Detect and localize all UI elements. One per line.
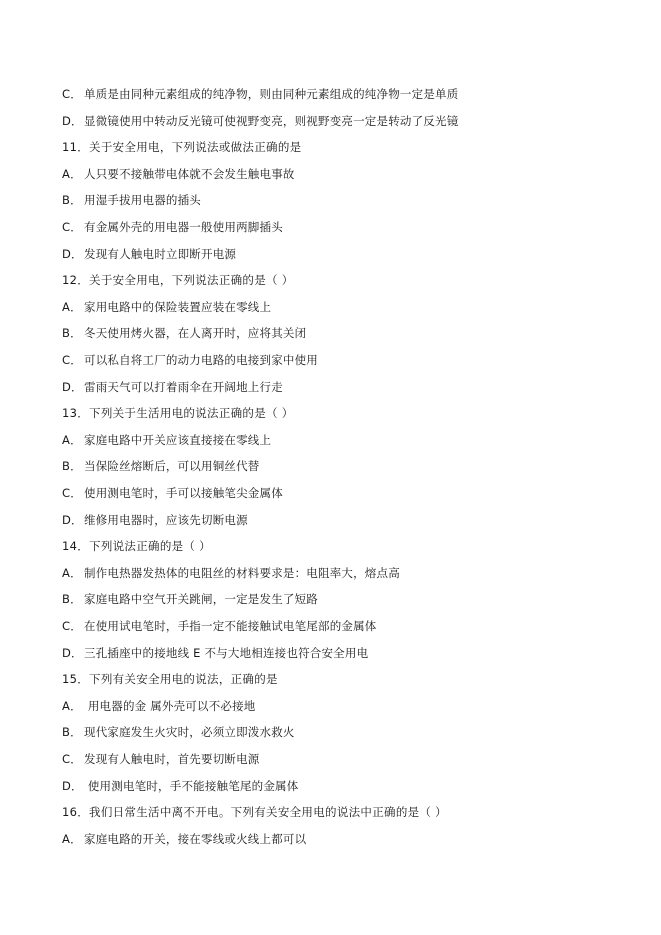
option-letter: A． [62,299,82,314]
question-text: 14．下列说法正确的是（ ） [62,539,211,554]
option-text: 家庭电路中空气开关跳闸，一定是发生了短路 [84,592,318,607]
option-text: 发现有人触电时，首先要切断电源 [84,752,260,766]
answer-option [62,325,622,341]
option-letter: B． [62,459,82,474]
option-letter: B． [62,725,82,740]
option-letter: B． [62,592,82,607]
answer-option [62,86,622,102]
option-text: 使用测电笔时，手不能接触笔尾的金属体 [84,778,299,793]
option-text: 家用电路中的保险装置应装在零线上 [84,299,272,314]
answer-option [62,565,622,581]
option-letter: D． [62,379,83,394]
option-letter: C． [62,486,82,500]
option-text: 制作电热器发热体的电阻丝的材料要求是：电阻率大，熔点高 [84,565,400,580]
option-text: 维修用电器时，应该先切断电源 [84,512,248,527]
answer-option [62,166,622,182]
answer-option [62,645,622,661]
option-text: 家庭电路的开关，接在零线或火线上都可以 [84,831,307,846]
answer-option [62,618,622,634]
option-letter: D． [62,645,83,660]
answer-option [62,751,622,767]
option-text: 显微镜使用中转动反光镜可使视野变亮，则视野变亮一定是转动了反光镜 [84,113,459,128]
answer-option [62,379,622,395]
option-letter: A． [62,166,82,181]
option-letter: A． [62,831,82,846]
answer-option [62,724,622,740]
option-text: 人只要不接触带电体就不会发生触电事故 [84,166,295,181]
answer-option [62,698,622,714]
question-stem [62,405,622,421]
option-letter: C． [62,619,82,633]
option-letter: D． [62,113,83,128]
option-letter: A． [62,432,82,447]
question-stem [62,139,622,155]
option-text: 现代家庭发生火灾时，必须立即泼水救火 [84,725,295,740]
option-text: 有金属外壳的用电器一般使用两脚插头 [84,220,283,234]
answer-option [62,246,622,262]
option-letter: A． [62,565,82,580]
option-letter: B． [62,326,82,341]
option-letter: C． [62,87,82,101]
answer-option [62,778,622,794]
question-text: 15．下列有关安全用电的说法，正确的是 [62,672,278,687]
question-text: 11．关于安全用电，下列说法或做法正确的是 [62,140,302,155]
question-stem [62,671,622,687]
answer-option [62,591,622,607]
question-text: 12．关于安全用电，下列说法正确的是（ ） [62,273,294,288]
option-text: 家庭电路中开关应该直接接在零线上 [84,432,272,447]
option-text: 单质是由同种元素组成的纯净物，则由同种元素组成的纯净物一定是单质 [84,87,459,101]
option-text: 使用测电笔时，手可以接触笔尖金属体 [84,486,283,500]
option-text: 冬天使用烤火器，在人离开时，应将其关闭 [84,326,307,341]
option-letter: A． [62,698,82,713]
answer-option [62,512,622,528]
question-stem [62,804,622,820]
option-letter: C． [62,752,82,766]
option-letter: C． [62,353,82,367]
answer-option [62,299,622,315]
answer-option [62,113,622,129]
answer-option [62,831,622,847]
option-text: 可以私自将工厂的动力电路的电接到家中使用 [84,353,318,367]
option-text: 雷雨天气可以打着雨伞在开阔地上行走 [84,379,283,394]
question-stem [62,272,622,288]
question-text: 13．下列关于生活用电的说法正确的是（ ） [62,406,294,421]
option-letter: C． [62,220,82,234]
option-letter: D． [62,246,83,261]
answer-option [62,485,622,501]
question-stem [62,538,622,554]
question-text: 16．我们日常生活中离不开电。下列有关安全用电的说法中正确的是（ ） [62,805,447,820]
answer-option [62,192,622,208]
option-text: 三孔插座中的接地线 E 不与大地相连接也符合安全用电 [84,645,369,660]
answer-option [62,458,622,474]
option-text: 用湿手拔用电器的插头 [84,193,201,208]
answer-option [62,219,622,235]
answer-option [62,352,622,368]
option-text: 用电器的金 属外壳可以不必接地 [84,698,256,713]
option-text: 当保险丝熔断后，可以用铜丝代替 [84,459,260,474]
option-letter: D． [62,778,83,793]
option-text: 发现有人触电时立即断开电源 [84,246,237,261]
answer-option [62,432,622,448]
option-letter: D． [62,512,83,527]
option-text: 在使用试电笔时，手指一定不能接触试电笔尾部的金属体 [84,619,377,633]
option-letter: B． [62,193,82,208]
